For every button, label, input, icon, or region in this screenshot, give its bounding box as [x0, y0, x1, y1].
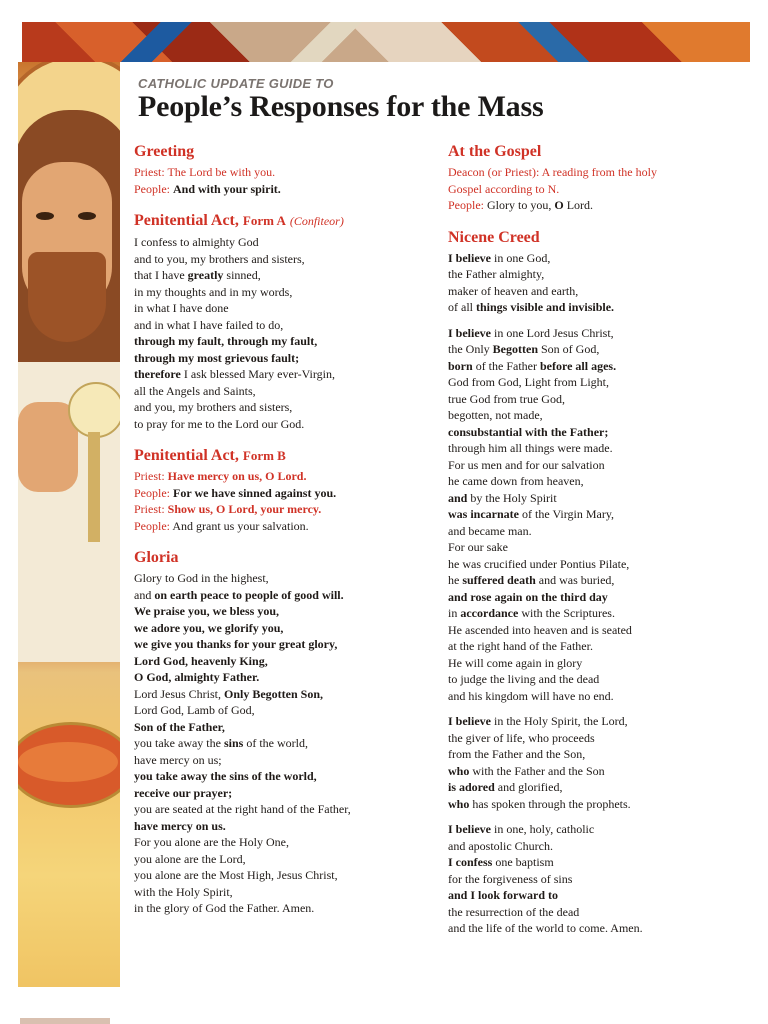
text-run: he: [448, 573, 463, 587]
text-run: you take away the: [134, 736, 224, 750]
text-run: have mercy on us.: [134, 818, 226, 833]
left-column: [134, 142, 434, 917]
text-line: [448, 688, 748, 705]
text-run: the Father almighty,: [448, 267, 545, 281]
text-run: have mercy on us;: [134, 752, 222, 767]
text-run: through my fault, through my fault,: [134, 334, 318, 348]
text-line: [448, 490, 748, 507]
text-run: in one Lord Jesus Christ,: [491, 325, 614, 340]
text-line: [134, 752, 434, 769]
text-run: of all: [448, 300, 476, 314]
text-run: He will come again in glory: [448, 655, 583, 670]
text-run: Priest:: [134, 502, 168, 516]
text-line: [134, 416, 434, 433]
text-run: Son of the Father,: [134, 719, 225, 734]
text-run: in one God,: [491, 250, 551, 265]
text-line: [134, 181, 434, 198]
section-title-text: At the Gospel: [448, 143, 542, 160]
text-run: through my most grievous fault;: [134, 350, 300, 365]
text-run: And grant us your salvation.: [172, 518, 309, 533]
text-run: I believe: [448, 714, 491, 728]
text-run: I ask blessed Mary ever-Virgin,: [180, 367, 335, 381]
text-run: the resurrection of the dead: [448, 904, 580, 919]
text-line: [448, 283, 748, 300]
text-run: true God from true God,: [448, 391, 565, 406]
text-run: the Only: [448, 342, 493, 356]
text-run: accordance: [460, 606, 519, 620]
chalice-cup: [68, 382, 120, 438]
text-line: [448, 523, 748, 540]
text-run: that I have: [134, 268, 188, 282]
text-line: [134, 485, 434, 502]
text-run: O God, almighty Father.: [134, 670, 260, 684]
text-line: [448, 904, 748, 921]
text-run: Lord God, heavenly King,: [134, 653, 268, 668]
text-run: Son of God,: [538, 342, 600, 356]
text-line: [134, 702, 434, 719]
text-run: one baptism: [492, 855, 554, 869]
text-line: [134, 884, 434, 901]
section-title-text: Gloria: [134, 549, 179, 566]
right-column: [448, 142, 748, 937]
text-line: [134, 653, 434, 670]
text-run: I believe: [448, 325, 491, 340]
text-run: from the Father and the Son,: [448, 747, 586, 761]
text-run: you alone are the Most High, Jesus Christ,: [134, 868, 338, 882]
section-penitential-act-form-a: [134, 211, 434, 432]
section-body: [448, 164, 748, 214]
text-line: [448, 920, 748, 937]
section-body: [134, 570, 434, 917]
text-run: Lord.: [563, 198, 594, 212]
beard-shape: [28, 252, 106, 342]
section-penitential-act-form-b: [134, 446, 434, 534]
text-line: [448, 325, 748, 342]
text-run: with the Scriptures.: [518, 606, 615, 620]
text-run: in the glory of God the Father. Amen.: [134, 901, 315, 915]
text-run: Only Begotten Son,: [224, 686, 324, 701]
text-run: For you alone are the Holy One,: [134, 835, 289, 849]
text-run: I believe: [448, 822, 491, 836]
text-run: and: [134, 587, 155, 602]
text-line: [134, 350, 434, 367]
text-line: [134, 735, 434, 752]
text-line: [448, 713, 748, 730]
text-run: People:: [134, 181, 173, 196]
text-run: we adore you, we glorify you,: [134, 620, 284, 635]
text-line: [448, 589, 748, 606]
text-run: maker of heaven and earth,: [448, 283, 579, 298]
text-run: I confess: [448, 855, 493, 869]
text-line: [448, 655, 748, 672]
fish-icon-secondary: [18, 742, 118, 782]
section-body: [448, 250, 748, 937]
text-run: the giver of life, who proceeds: [448, 730, 595, 745]
decorative-mosaic-banner: [22, 22, 750, 66]
text-line: [448, 763, 748, 780]
section-title: [448, 228, 748, 247]
text-run: in the Holy Spirit, the Lord,: [491, 714, 628, 728]
text-run: And with your spirit.: [173, 181, 281, 196]
text-run: in what I have done: [134, 301, 229, 315]
text-run: for the forgiveness of sins: [448, 871, 573, 886]
text-run: Show us, O Lord, your mercy.: [167, 502, 322, 516]
text-run: with the Holy Spirit,: [134, 884, 233, 899]
section-title: [134, 446, 434, 465]
text-run: born: [448, 358, 473, 373]
section-title-text: Penitential Act,: [134, 447, 239, 464]
text-line: [448, 572, 748, 589]
text-run: of the Virgin Mary,: [519, 507, 615, 521]
stanza-gap: [448, 704, 748, 713]
text-line: [448, 457, 748, 474]
text-run: you alone are the Lord,: [134, 851, 246, 866]
text-line: [134, 719, 434, 736]
section-gloria: [134, 548, 434, 917]
section-body: [134, 164, 434, 197]
text-line: [448, 181, 748, 198]
text-run: he came down from heaven,: [448, 474, 584, 488]
text-run: of the world,: [243, 736, 308, 750]
text-run: is adored: [448, 780, 495, 794]
section-title-text: Nicene Creed: [448, 228, 540, 246]
text-line: [448, 266, 748, 283]
text-line: [448, 622, 748, 639]
text-run: I confess to almighty God: [134, 235, 259, 249]
text-line: [134, 300, 434, 317]
text-run: Glory to God in the highest,: [134, 571, 269, 585]
text-run: who: [448, 763, 470, 778]
text-line: [134, 587, 434, 604]
text-line: [448, 424, 748, 441]
section-greeting: [134, 142, 434, 197]
text-run: For we have sinned against you.: [173, 485, 337, 500]
content-panel: [120, 62, 750, 987]
text-run: Priest: The Lord be with you.: [134, 165, 276, 179]
text-run: He ascended into heaven and is seated: [448, 622, 632, 637]
section-title-subtitle: (Confiteor): [289, 214, 344, 228]
text-run: and was buried,: [535, 573, 615, 587]
text-line: [134, 818, 434, 835]
text-line: [134, 669, 434, 686]
text-line: [448, 440, 748, 457]
text-run: Gospel according to N.: [448, 181, 560, 196]
text-run: Have mercy on us, O Lord.: [167, 469, 307, 483]
text-run: We praise you, we bless you,: [134, 604, 280, 618]
text-run: God from God, Light from Light,: [448, 375, 609, 389]
text-run: therefore: [134, 367, 181, 381]
text-run: greatly: [187, 268, 224, 282]
text-run: all the Angels and Saints,: [134, 383, 256, 398]
text-run: O: [554, 198, 564, 212]
text-line: [134, 518, 434, 535]
text-line: [134, 468, 434, 485]
text-run: sinned,: [223, 268, 261, 282]
section-body: [134, 468, 434, 534]
text-line: [134, 251, 434, 268]
text-run: and rose again on the third day: [448, 589, 608, 604]
text-run: and became man.: [448, 523, 532, 538]
text-line: [134, 501, 434, 518]
christ-icon-illustration: [18, 62, 120, 987]
section-title-text: Penitential Act,: [134, 212, 239, 229]
text-line: [134, 900, 434, 917]
text-line: [134, 333, 434, 350]
text-line: [134, 851, 434, 868]
text-line: [134, 801, 434, 818]
text-run: before all ages.: [540, 358, 617, 373]
text-run: People:: [448, 198, 487, 212]
section-title: [134, 142, 434, 161]
text-line: [448, 638, 748, 655]
text-run: and his kingdom will have no end.: [448, 688, 614, 703]
text-line: [448, 164, 748, 181]
text-run: who: [448, 796, 470, 811]
text-run: Deacon (or Priest): A reading from the holy: [448, 165, 657, 179]
text-line: [448, 473, 748, 490]
text-run: has spoken through the prophets.: [469, 796, 631, 811]
text-line: [448, 250, 748, 267]
text-run: and you, my brothers and sisters,: [134, 400, 293, 414]
text-line: [134, 164, 434, 181]
text-line: [448, 730, 748, 747]
text-run: Begotten: [492, 342, 538, 356]
text-line: [134, 366, 434, 383]
text-line: [134, 234, 434, 251]
text-line: [448, 374, 748, 391]
text-run: suffered death: [462, 573, 536, 587]
section-title: [448, 142, 748, 161]
text-line: [134, 317, 434, 334]
text-run: in: [448, 606, 461, 620]
text-line: [448, 796, 748, 813]
text-run: through him all things were made.: [448, 441, 613, 455]
text-run: by the Holy Spirit: [467, 490, 557, 505]
chalice-stem: [88, 432, 100, 542]
text-line: [134, 383, 434, 400]
text-run: consubstantial with the Father;: [448, 424, 609, 439]
text-line: [134, 636, 434, 653]
text-run: and in what I have failed to do,: [134, 317, 284, 332]
page-edge-scrap: [20, 1018, 110, 1024]
text-run: People:: [134, 485, 173, 500]
text-line: [448, 391, 748, 408]
text-run: we give you thanks for your great glory,: [134, 637, 338, 651]
text-line: [134, 603, 434, 620]
text-run: he was crucified under Pontius Pilate,: [448, 556, 630, 571]
left-eye-shape: [36, 212, 54, 220]
text-run: receive our prayer;: [134, 785, 233, 800]
text-run: you are seated at the right hand of the Father,: [134, 802, 351, 816]
text-run: to pray for me to the Lord our God.: [134, 416, 305, 431]
text-line: [448, 407, 748, 424]
text-line: [134, 785, 434, 802]
section-body: [134, 234, 434, 432]
text-line: [448, 605, 748, 622]
text-run: of the Father: [472, 358, 540, 373]
chalice-icon: [68, 382, 120, 532]
text-run: For us men and for our salvation: [448, 457, 605, 472]
section-title: [134, 211, 434, 231]
text-run: Lord God, Lamb of God,: [134, 703, 255, 717]
text-line: [448, 838, 748, 855]
text-run: with the Father and the Son: [469, 763, 605, 778]
section-title-form: Form A: [242, 213, 286, 228]
text-line: [448, 871, 748, 888]
text-run: For our sake: [448, 540, 508, 554]
text-line: [448, 821, 748, 838]
text-run: was incarnate: [448, 507, 519, 521]
text-run: on earth peace to people of good will.: [154, 587, 344, 602]
text-run: and the life of the world to come. Amen.: [448, 921, 643, 935]
text-run: things visible and invisible.: [476, 300, 615, 314]
section-title-form: Form B: [242, 448, 286, 463]
text-line: [448, 854, 748, 871]
section-title: [134, 548, 434, 567]
text-line: [448, 358, 748, 375]
text-run: and: [448, 490, 468, 505]
text-line: [134, 399, 434, 416]
text-run: you take away the sins of the world,: [134, 769, 317, 783]
text-run: I believe: [448, 250, 491, 265]
text-line: [134, 284, 434, 301]
text-run: Glory to you,: [487, 198, 555, 212]
text-run: in one, holy, catholic: [491, 822, 595, 836]
text-run: and apostolic Church.: [448, 838, 553, 853]
stanza-gap: [448, 812, 748, 821]
section-at-the-gospel: [448, 142, 748, 214]
stanza-gap: [448, 316, 748, 325]
text-run: and I look forward to: [448, 888, 559, 902]
text-run: Lord Jesus Christ,: [134, 686, 224, 701]
text-line: [134, 686, 434, 703]
text-line: [448, 556, 748, 573]
text-line: [448, 197, 748, 214]
section-nicene-creed: [448, 228, 748, 937]
text-run: People:: [134, 518, 173, 533]
text-run: and to you, my brothers and sisters,: [134, 251, 305, 266]
text-line: [134, 768, 434, 785]
text-run: sins: [223, 736, 244, 750]
text-line: [448, 779, 748, 796]
text-line: [134, 570, 434, 587]
text-run: in my thoughts and in my words,: [134, 284, 293, 299]
text-line: [448, 746, 748, 763]
text-run: to judge the living and the dead: [448, 672, 600, 686]
text-line: [448, 341, 748, 358]
text-run: Priest:: [134, 469, 168, 483]
text-line: [134, 867, 434, 884]
text-run: and glorified,: [494, 780, 563, 794]
text-line: [134, 620, 434, 637]
right-eye-shape: [78, 212, 96, 220]
page-title: People’s Responses for the Mass: [138, 90, 544, 123]
text-run: begotten, not made,: [448, 408, 543, 422]
text-line: [134, 267, 434, 284]
guide-eyebrow: CATHOLIC UPDATE GUIDE TO: [138, 76, 334, 91]
text-line: [448, 671, 748, 688]
text-run: at the right hand of the Father.: [448, 639, 593, 653]
text-line: [448, 506, 748, 523]
section-title-text: Greeting: [134, 143, 195, 160]
text-line: [448, 299, 748, 316]
text-line: [448, 539, 748, 556]
text-line: [448, 887, 748, 904]
text-line: [134, 834, 434, 851]
